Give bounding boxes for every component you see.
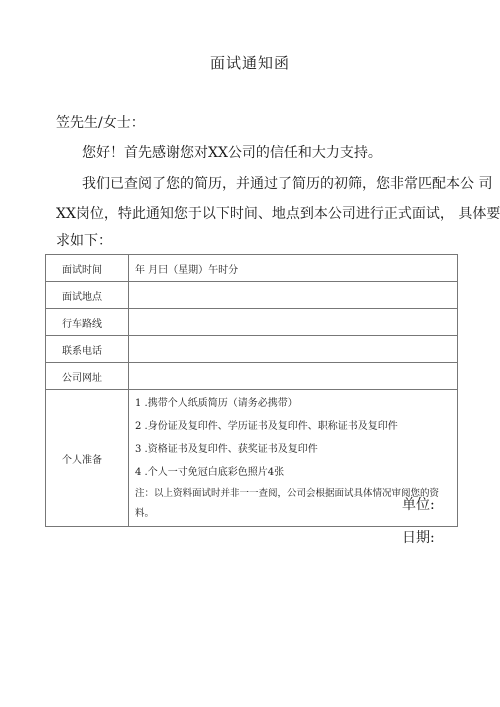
prep-label: 个人准备: [46, 390, 129, 527]
interview-info-table: [45, 254, 458, 527]
table-row: [46, 282, 458, 309]
interview-location-value: [129, 282, 458, 309]
row-label: 行车路线: [46, 309, 129, 336]
prep-item: 3 .资格证书及复印件、获奖证书及复印件: [135, 444, 318, 455]
date-label: 日期:: [402, 530, 435, 546]
row-label: 公司网址: [46, 363, 129, 390]
website-value: [129, 363, 458, 390]
page-title: 面试通知函: [209, 54, 290, 72]
body-line-3: 求如下：: [56, 233, 112, 249]
table-row: [46, 309, 458, 336]
body-line-2: XX岗位，特此通知您于以下时间、地点到本公司进行正式面试， 具体要: [56, 206, 500, 222]
unit-label: 单位:: [402, 497, 435, 513]
prep-item: 4 .个人一寸免冠白底彩色照片4张: [135, 467, 285, 478]
row-label: 面试地点: [46, 282, 129, 309]
route-value: [129, 309, 458, 336]
row-label: 联系电话: [46, 336, 129, 363]
prep-item: 2 .身份证及复印件、学历证书及复印件、职称证书及复印件: [135, 421, 398, 432]
prep-note: 注：以上资料面试时并非一一查阅，公司会根据面试具体情况审阅您的资料。: [135, 488, 440, 519]
salutation: 笠先生/女士：: [56, 115, 145, 131]
row-label: 面试时间: [46, 255, 129, 282]
interview-time-value: 年 月曰（星期）午时分: [129, 255, 458, 282]
phone-value: [129, 336, 458, 363]
table-row: [46, 336, 458, 363]
table-row: [46, 390, 458, 527]
table-row: [46, 363, 458, 390]
greeting-line: 您好！首先感谢您对XX公司的信任和大力支持。: [82, 145, 382, 161]
prep-item: 1 .携带个人纸质简历（请务必携带）: [135, 398, 298, 409]
table-row: [46, 255, 458, 282]
body-line-1: 我们已查阅了您的简历，并通过了简历的初筛，您非常匹配本公 司: [82, 176, 493, 192]
